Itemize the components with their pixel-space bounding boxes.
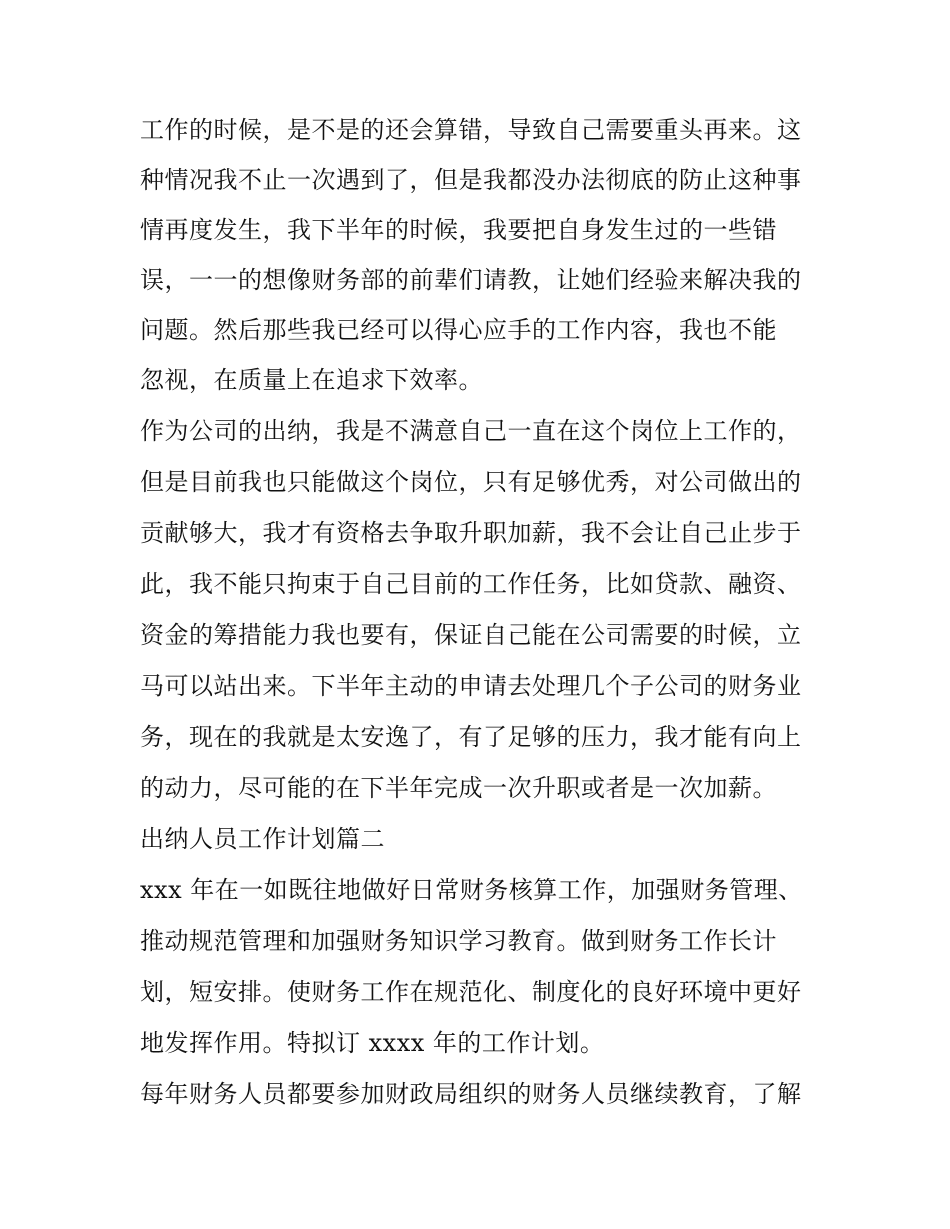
text-line: 但是目前我也只能做这个岗位，只有足够优秀，对公司做出的: [140, 468, 802, 496]
text-line: 贡献够大，我才有资格去争取升职加薪，我不会让自己止步于: [140, 519, 802, 547]
text-line: xxx 年在一如既往地做好日常财务核算工作，加强财务管理、: [140, 876, 803, 904]
text-line: 工作的时候，是不是的还会算错，导致自己需要重头再来。这: [140, 116, 802, 144]
text-line: 每年财务人员都要参加财政局组织的财务人员继续教育，了解: [140, 1080, 802, 1108]
text-line: 误，一一的想像财务部的前辈们请教，让她们经验来解决我的: [140, 266, 802, 294]
text-line: 马可以站出来。下半年主动的申请去处理几个子公司的财务业: [140, 672, 802, 700]
text-line: 的动力，尽可能的在下半年完成一次升职或者是一次加薪。: [140, 774, 777, 802]
section-heading: 出纳人员工作计划篇二: [140, 825, 385, 853]
text-line: 情再度发生，我下半年的时候，我要把自身发生过的一些错: [140, 216, 777, 244]
text-line: 作为公司的出纳，我是不满意自己一直在这个岗位上工作的，: [140, 417, 802, 445]
text-line: 地发挥作用。特拟订 xxxx 年的工作计划。: [140, 1029, 605, 1057]
text-line: 划，短安排。使财务工作在规范化、制度化的良好环境中更好: [140, 978, 802, 1006]
text-line: 种情况我不止一次遇到了，但是我都没办法彻底的防止这种事: [140, 166, 802, 194]
text-line: 忽视，在质量上在追求下效率。: [140, 366, 483, 394]
text-line: 问题。然后那些我已经可以得心应手的工作内容，我也不能: [140, 316, 777, 344]
text-line: 推动规范管理和加强财务知识学习教育。做到财务工作长计: [140, 927, 777, 955]
text-line: 资金的筹措能力我也要有，保证自己能在公司需要的时候，立: [140, 621, 802, 649]
text-line: 务，现在的我就是太安逸了，有了足够的压力，我才能有向上: [140, 723, 802, 751]
text-line: 此，我不能只拘束于自己目前的工作任务，比如贷款、融资、: [140, 570, 802, 598]
